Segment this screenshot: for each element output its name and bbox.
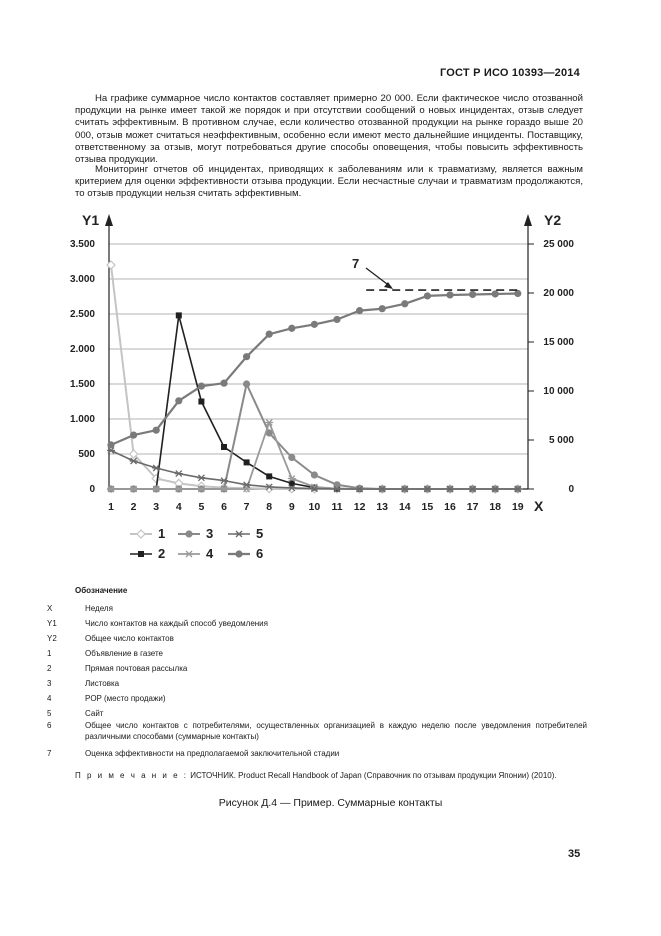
series-1-line [111, 265, 518, 489]
legend-value: Объявление в газете [85, 649, 163, 658]
x-tick-label: 13 [376, 501, 389, 513]
legend-label: 3 [206, 526, 214, 541]
x-tick-label: 11 [331, 501, 343, 513]
y1-tick-label: 2.000 [69, 344, 95, 355]
y1-axis-arrow [105, 214, 113, 226]
legend-key: 5 [47, 709, 52, 718]
legend-label: 2 [158, 546, 166, 561]
x-tick-label: 4 [175, 501, 182, 513]
legend-swatch-marker [137, 530, 145, 538]
y1-tick-label: 2.500 [69, 309, 95, 320]
series-5-point [152, 465, 160, 471]
legend-label: 1 [158, 526, 166, 541]
series-6-point [424, 292, 431, 299]
legend-key: X [47, 604, 53, 613]
legend-swatch-marker [138, 551, 144, 557]
series-4-line [111, 423, 518, 490]
y2-axis-arrow [524, 214, 532, 226]
x-tick-label: 9 [288, 501, 295, 513]
series-3-point [311, 471, 318, 478]
series-5-point [130, 458, 138, 464]
series-6-point [220, 380, 227, 387]
series-2-line [111, 315, 518, 489]
legend-value: Сайт [85, 709, 104, 718]
x-tick-label: 10 [308, 501, 321, 513]
y1-tick-label: 1.000 [69, 414, 95, 425]
document-header: ГОСТ Р ИСО 10393—2014 [440, 67, 580, 79]
legend-key: 1 [47, 649, 52, 658]
y1-tick-label: 500 [78, 449, 95, 460]
x-tick-label: 6 [221, 501, 227, 513]
paragraph-2: Мониторинг отчетов об инцидентах, приводящих к заболеваниям или к травматизму, является важным критерием для оценки эффективности отзыва продукции. Если несчастные случаи и травматизм продолжаются, то отзыв продукции нельзя считать эффективным. [75, 164, 583, 200]
legend-value: Неделя [85, 604, 113, 613]
series-6-point [198, 383, 205, 390]
x-tick-label: 3 [153, 501, 160, 513]
y2-tick-label: 10 000 [543, 386, 574, 397]
x-tick-label: 5 [198, 501, 205, 513]
x-tick-label: 17 [466, 501, 479, 513]
legend-value: Общее число контактов [85, 634, 174, 643]
y1-tick-label: 1.500 [69, 379, 95, 390]
x-tick-label: 14 [398, 501, 411, 513]
x-tick-label: 1 [108, 501, 114, 513]
series-6-point [130, 432, 137, 439]
series-6-point [288, 325, 295, 332]
legend-key: 4 [47, 694, 52, 703]
legend-key: 6 [47, 721, 52, 730]
series-3-point [243, 380, 250, 387]
page-number: 35 [568, 848, 581, 860]
series-2-point [266, 473, 272, 479]
legend-title: Обозначение [75, 586, 128, 595]
legend-key: Y1 [47, 619, 57, 628]
series-2-point [244, 459, 250, 465]
series-3-point [288, 454, 295, 461]
series-6-point [175, 397, 182, 404]
note-text: ИСТОЧНИК. Product Recall Handbook of Japan (Справочник по отзывам продукции Японии) (2010). [190, 771, 557, 780]
y2-tick-label: 20 000 [543, 288, 574, 299]
series-5-point [175, 471, 183, 477]
y2-tick-label: 5 000 [548, 435, 574, 446]
series-6-point [401, 300, 408, 307]
x-tick-label: 16 [444, 501, 456, 513]
series-6-point [492, 290, 499, 297]
series-1-point [107, 261, 115, 269]
series-2-point [176, 312, 182, 318]
legend-label: 4 [206, 546, 214, 561]
series-6-point [356, 307, 363, 314]
cumulative-contacts-chart [60, 208, 580, 580]
legend-value: Листовка [85, 679, 120, 688]
legend-key: 2 [47, 664, 52, 673]
y1-tick-label: 3.000 [69, 274, 95, 285]
y1-axis-title: Y1 [82, 212, 100, 228]
series-2-point [198, 399, 204, 405]
y2-tick-label: 25 000 [543, 239, 574, 250]
series-6-point [311, 321, 318, 328]
x-tick-label: 2 [130, 501, 137, 513]
x-tick-label: 19 [511, 501, 524, 513]
legend-swatch-marker [185, 530, 192, 537]
series-5-point [220, 478, 228, 484]
legend-label: 5 [256, 526, 264, 541]
legend-value: Общее число контактов с потребителями, осуществленных организацией в каждую неделю после уведомления потребителей различными способами (суммарные контакты) [85, 721, 587, 741]
legend-value: POP (место продажи) [85, 694, 166, 703]
y2-tick-label: 15 000 [543, 337, 574, 348]
series-6-point [514, 290, 521, 297]
series-6-point [153, 427, 160, 434]
x-tick-label: 12 [353, 501, 366, 513]
figure-caption: Рисунок Д.4 — Пример. Суммарные контакты [218, 797, 443, 809]
x-tick-label: 7 [243, 501, 250, 513]
legend-key: Y2 [47, 634, 57, 643]
annotation-label: 7 [352, 256, 360, 271]
series-6-point [379, 305, 386, 312]
series-5-line [111, 451, 518, 490]
legend-swatch-marker [185, 551, 193, 557]
legend-key: 3 [47, 679, 52, 688]
y1-tick-label: 0 [89, 484, 95, 495]
series-6-point [469, 291, 476, 298]
legend-swatch-marker [235, 550, 242, 557]
paragraph-1: На графике суммарное число контактов составляет примерно 20 000. Если фактическое число отозванной продукции на рынке имеет такой же порядок и при отсутствии сообщений о новых инцидентах, отзыв следует считать эффективным. В противном случае, если количество отозванной продукции на рынке гораздо выше 20 000, отзыв может считаться неэффективным, особенно если имеют место дальнейшие инциденты. Поставщику, ответственному за отзыв, могут потребоваться другие способы оповещения, чтобы повысить эффективность отзыва продукции. [75, 93, 583, 166]
series-5-point [197, 475, 205, 481]
series-6-point [107, 441, 114, 448]
legend-value: Прямая почтовая рассылка [85, 664, 188, 673]
x-tick-label: 8 [266, 501, 273, 513]
legend-key: 7 [47, 749, 52, 758]
y2-axis-title: Y2 [544, 212, 562, 228]
x-tick-label: 15 [421, 501, 434, 513]
legend-swatch-marker [235, 531, 243, 537]
note-label: П р и м е ч а н и е : [75, 771, 189, 780]
y1-tick-label: 3.500 [69, 239, 95, 250]
y2-tick-label: 0 [568, 484, 574, 495]
series-6-point [243, 353, 250, 360]
series-2-point [221, 444, 227, 450]
series-6-point [333, 316, 340, 323]
x-tick-label: 18 [489, 501, 502, 513]
source-note [75, 771, 557, 780]
x-axis-title: X [534, 498, 544, 514]
series-6-point [266, 331, 273, 338]
legend-value: Оценка эффективности на предполагаемой заключительной стадии [85, 749, 340, 758]
legend-label: 6 [256, 546, 264, 561]
series-6-point [446, 291, 453, 298]
legend-value: Число контактов на каждый способ уведомления [85, 619, 268, 628]
